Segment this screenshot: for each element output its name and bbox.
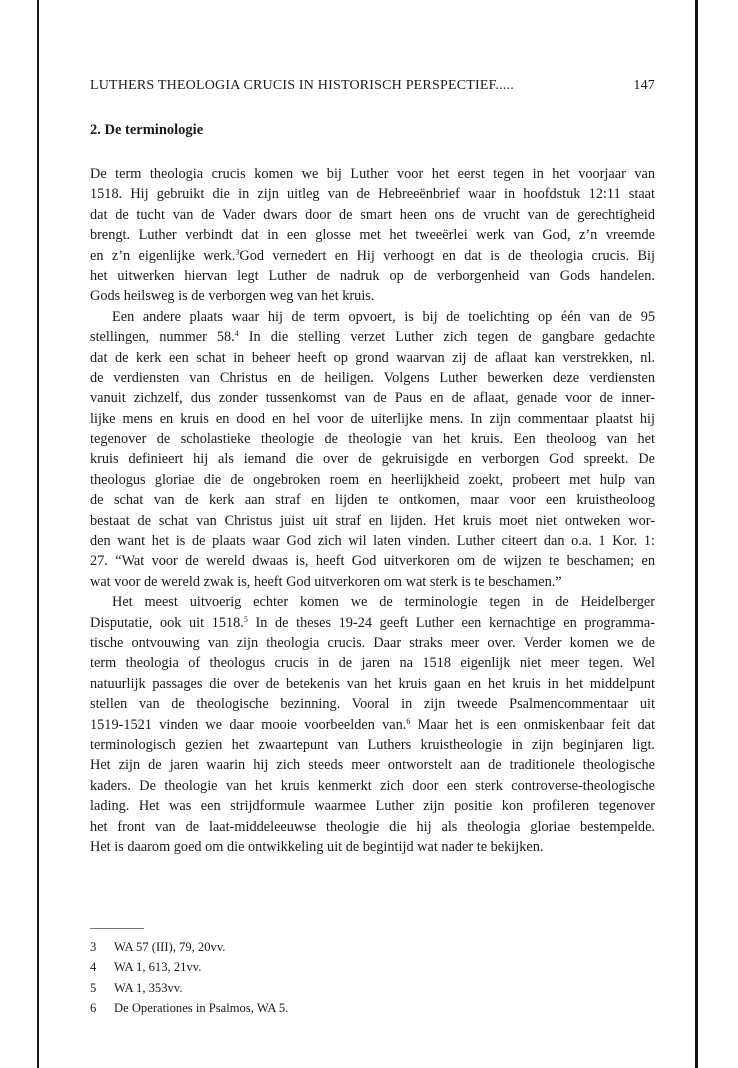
text-line: Gods heilsweg is de verborgen weg van het kruis. (90, 288, 375, 305)
text-line: dat de kerk een schat in beheer heeft op grond waarvan zij de aflaat kan verstrekken, nl. (90, 349, 655, 366)
text-line: de verdiensten van Christus en de heiligen. Volgens Luther bewerken deze verdiensten (90, 369, 655, 386)
text-line: tegenover de scholastieke theologie de theologie van het kruis. Een theoloog van het (90, 431, 655, 448)
text-segment: 1519-1521 vinden we daar mooie voorbeelden van. (90, 716, 407, 733)
footnote-reference: 4 (234, 329, 239, 339)
running-header (90, 78, 655, 94)
text-segment: In die stelling verzet Luther zich tegen de gangbare gedachte (238, 329, 656, 346)
text-line: het front van de laat-middeleeuwse theologie die hij als theologia gloriae bestempelde. (90, 818, 655, 835)
text-line: 1518. Hij gebruikt die in zijn uitleg van de Hebreeënbrief waar in hoofdstuk 12:11 staat (90, 186, 655, 203)
text-line (90, 327, 655, 347)
text-line: het uitwerken hiervan legt Luther de nadruk op de verborgenheid van Gods handelen. (90, 267, 655, 284)
footnote-number: 4 (90, 960, 97, 975)
text-segment: God vernedert en Hij verhoogt en dat is de theologia crucis. Bij (239, 247, 656, 264)
footnote-item (90, 998, 655, 1018)
footnote-item (90, 957, 655, 977)
footnote-reference: 3 (235, 247, 240, 257)
page-left-edge-rule (37, 0, 39, 1068)
text-line: lijke mens en kruis en dood en hel voor de uiterlijke mens. In zijn commentaar plaatst hij (90, 410, 655, 427)
text-line: den want het is de plaats waar God zich wil laten vinden. Luther citeert dan o.a. 1 Kor. 1: (90, 533, 655, 550)
footnote-number: 5 (90, 980, 97, 995)
text-line (90, 613, 655, 633)
running-title: LUTHERS THEOLOGIA CRUCIS IN HISTORISCH PERSPECTIEF..... (90, 78, 514, 93)
page-right-edge-rule (695, 0, 698, 1068)
text-line: brengt. Luther verbindt dat in een glosse met het tweeërlei werk van God, z’n vreemde (90, 227, 655, 244)
page-number: 147 (633, 78, 655, 93)
body-text (90, 164, 655, 857)
footnotes (90, 937, 655, 1018)
footnote-reference: 5 (243, 614, 248, 624)
text-line: wat voor de wereld zwak is, heeft God uitverkoren om wat sterk is te beschamen.” (90, 573, 562, 590)
text-line: kruis definieert hij als iemand die over de gekruisigde en verborgen God spreekt. De (90, 451, 655, 468)
text-line: 27. “Wat voor de wereld dwaas is, heeft God uitverkoren om de wijzen te beschamen; en (90, 553, 655, 570)
text-line: Het meest uitvoerig echter komen we de terminologie tegen in de Heidelberger (112, 594, 655, 611)
text-line: Het is daarom goed om die ontwikkeling uit de begintijd wat nader te bekijken. (90, 838, 544, 855)
text-line (90, 246, 655, 266)
footnote-text: WA 1, 613, 21vv. (114, 960, 202, 975)
text-line: bestaat de schat van Christus juist uit straf en lijden. Het kruis moet niet ontweken wor- (90, 512, 655, 529)
text-segment: In de theses 19-24 geeft Luther een kernachtige en programma- (247, 614, 655, 631)
text-line: natuurlijk passages die over de betekenis van het kruis gaan en het kruis in het middelpunt (90, 675, 655, 692)
text-line: dat de tucht van de Vader dwars door de smart heen ons de vrucht van de gerechtigheid (90, 206, 655, 223)
text-line: terminologisch gezien het zwaartepunt van Luthers kruistheologie in zijn beginjaren ligt. (90, 736, 655, 753)
text-line: theologus gloriae die de ongebroken roem en heerlijkheid zoekt, probeert met hulp van (90, 471, 655, 488)
text-line: de schat van de kerk aan straf en lijden te ontkomen, maar voor een kruistheoloog (90, 492, 655, 509)
footnote-item (90, 937, 655, 957)
text-line: De term theologia crucis komen we bij Luther voor het eerst tegen in het voorjaar van (90, 166, 655, 182)
text-segment: Maar het is een onmiskenbaar feit dat (410, 716, 655, 733)
footnote-reference: 6 (406, 716, 411, 726)
text-line: stellen van de theologische bezinning. Vooral in zijn tweede Psalmencommentaar uit (90, 696, 655, 713)
footnote-text: WA 57 (III), 79, 20vv. (114, 940, 226, 954)
text-segment: Disputatie, ook uit 1518. (90, 614, 244, 631)
footnote-item (90, 978, 655, 998)
text-line: term theologia of theologus crucis in de jaren na 1518 eigenlijk niet meer tegen. Wel (90, 655, 655, 672)
footnote-number: 3 (90, 940, 97, 954)
text-segment: stellingen, nummer 58. (90, 329, 235, 346)
footnote-number: 6 (90, 1000, 97, 1015)
text-line: Een andere plaats waar hij de term opvoert, is bij de toelichting op één van de 95 (112, 308, 655, 325)
footnote-text: WA 1, 353vv. (114, 980, 183, 995)
section-heading: 2. De terminologie (90, 122, 204, 138)
text-line: lading. Het was een strijdformule waarmee Luther zijn positie kon profileren tegenover (90, 798, 655, 815)
footnote-text: De Operationes in Psalmos, WA 5. (114, 1000, 289, 1015)
text-line: tische ontvouwing van zijn theologia crucis. Daar straks meer over. Verder komen we de (90, 634, 655, 651)
text-line: vanuit zichzelf, dus zonder tussenkomst van de Paus en de aflaat, genade voor de inner- (90, 390, 655, 407)
text-line: kaders. De theologie van het kruis kenmerkt zich door een sterk controverse-theologische (90, 777, 655, 794)
text-segment: en z’n eigenlijke werk. (90, 247, 236, 264)
footnote-separator (90, 928, 144, 929)
text-line: Het zijn de jaren waarin hij zich steeds meer ontworstelt aan de traditionele theologische (90, 757, 655, 774)
text-line (90, 715, 655, 735)
